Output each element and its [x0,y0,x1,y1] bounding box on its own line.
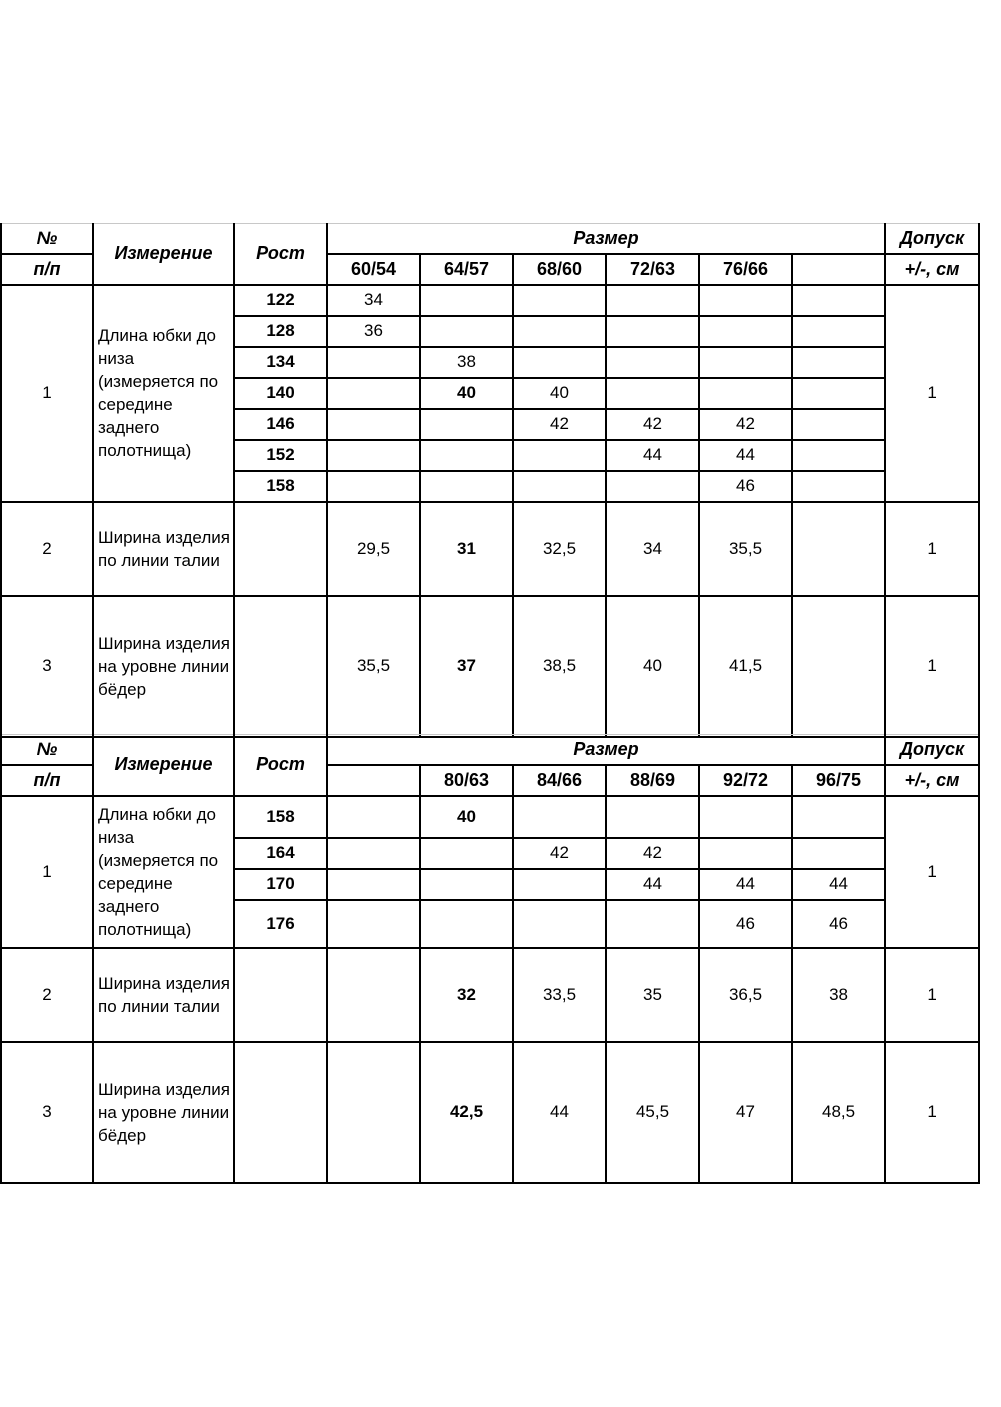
size-table-2 [0,734,980,1184]
tolerance-subheader: +/-, см [885,254,979,285]
value-cell [792,596,885,737]
value-cell: 34 [327,285,420,316]
value-cell: 44 [606,440,699,471]
height-value: 122 [234,285,327,316]
height-value [234,948,327,1042]
row-number: 3 [1,1042,93,1183]
height-value: 158 [234,471,327,502]
size-label: 72/63 [606,254,699,285]
tolerance-value: 1 [885,796,979,948]
row-number: 3 [1,596,93,737]
value-cell [420,471,513,502]
value-cell: 35 [606,948,699,1042]
value-cell [513,471,606,502]
value-cell: 42 [513,409,606,440]
tolerance-value: 1 [885,285,979,502]
measurement-name: Ширина изделия по линии талии [93,502,234,596]
value-cell [420,869,513,900]
value-cell: 42 [513,838,606,869]
value-cell [513,900,606,948]
height-header: Рост [234,735,327,796]
value-cell: 42 [699,409,792,440]
row-number: 1 [1,796,93,948]
measurement-name: Длина юбки до низа (измеряется по середине заднего полотнища) [93,796,234,948]
value-cell [513,347,606,378]
height-value: 164 [234,838,327,869]
value-cell: 41,5 [699,596,792,737]
value-cell [606,900,699,948]
size-label [327,765,420,796]
value-cell [699,838,792,869]
value-cell [606,347,699,378]
size-label: 88/69 [606,765,699,796]
value-cell: 44 [513,1042,606,1183]
value-cell [327,838,420,869]
value-cell: 35,5 [327,596,420,737]
value-cell: 40 [420,796,513,838]
size-label: 96/75 [792,765,885,796]
value-cell [699,316,792,347]
value-cell: 40 [513,378,606,409]
size-header: Размер [327,735,885,765]
value-cell [327,796,420,838]
height-value: 134 [234,347,327,378]
measurement-name: Ширина изделия по линии талии [93,948,234,1042]
value-cell [606,316,699,347]
value-cell [699,378,792,409]
value-cell: 42 [606,409,699,440]
value-cell [792,378,885,409]
value-cell [420,838,513,869]
value-cell [327,378,420,409]
value-cell [420,409,513,440]
num-subheader: п/п [1,254,93,285]
tolerance-subheader: +/-, см [885,765,979,796]
measure-header: Измерение [93,735,234,796]
num-header: № [1,735,93,765]
value-cell [327,440,420,471]
value-cell [327,869,420,900]
value-cell: 46 [699,900,792,948]
value-cell [327,347,420,378]
value-cell: 38,5 [513,596,606,737]
value-cell [420,440,513,471]
value-cell [792,440,885,471]
height-value: 170 [234,869,327,900]
value-cell [513,316,606,347]
value-cell [513,440,606,471]
height-value [234,596,327,737]
value-cell [420,900,513,948]
size-label: 84/66 [513,765,606,796]
value-cell [792,471,885,502]
tolerance-header: Допуск [885,224,979,254]
value-cell: 46 [792,900,885,948]
value-cell [699,285,792,316]
value-cell [513,869,606,900]
value-cell [792,285,885,316]
value-cell [792,316,885,347]
size-label: 80/63 [420,765,513,796]
height-value: 140 [234,378,327,409]
size-label [792,254,885,285]
value-cell: 44 [792,869,885,900]
row-number: 2 [1,948,93,1042]
value-cell: 29,5 [327,502,420,596]
value-cell: 40 [606,596,699,737]
value-cell: 38 [420,347,513,378]
size-label: 92/72 [699,765,792,796]
value-cell: 42,5 [420,1042,513,1183]
num-subheader: п/п [1,765,93,796]
value-cell: 35,5 [699,502,792,596]
value-cell [792,502,885,596]
size-label: 76/66 [699,254,792,285]
value-cell [327,948,420,1042]
value-cell [792,796,885,838]
value-cell: 36,5 [699,948,792,1042]
value-cell [420,316,513,347]
value-cell [606,471,699,502]
value-cell [327,900,420,948]
tolerance-value: 1 [885,948,979,1042]
value-cell [606,796,699,838]
value-cell: 32,5 [513,502,606,596]
height-value: 152 [234,440,327,471]
value-cell: 44 [699,440,792,471]
value-cell [513,796,606,838]
measurement-name: Длина юбки до низа (измеряется по середине заднего полотнища) [93,285,234,502]
measure-header: Измерение [93,224,234,285]
size-header: Размер [327,224,885,254]
tolerance-value: 1 [885,1042,979,1183]
value-cell [606,285,699,316]
measurement-name: Ширина изделия на уровне линии бёдер [93,1042,234,1183]
row-number: 1 [1,285,93,502]
height-value: 176 [234,900,327,948]
size-label: 64/57 [420,254,513,285]
value-cell [792,347,885,378]
value-cell [513,285,606,316]
value-cell [606,378,699,409]
value-cell: 46 [699,471,792,502]
value-cell: 44 [699,869,792,900]
height-value: 128 [234,316,327,347]
row-number: 2 [1,502,93,596]
value-cell: 34 [606,502,699,596]
value-cell [699,796,792,838]
value-cell [792,409,885,440]
size-label: 60/54 [327,254,420,285]
value-cell: 40 [420,378,513,409]
value-cell: 44 [606,869,699,900]
value-cell [327,471,420,502]
tolerance-header: Допуск [885,735,979,765]
value-cell: 37 [420,596,513,737]
measurement-name: Ширина изделия на уровне линии бёдер [93,596,234,737]
value-cell: 47 [699,1042,792,1183]
value-cell: 45,5 [606,1042,699,1183]
value-cell [327,409,420,440]
value-cell: 42 [606,838,699,869]
value-cell: 38 [792,948,885,1042]
height-value: 146 [234,409,327,440]
size-label: 68/60 [513,254,606,285]
value-cell: 33,5 [513,948,606,1042]
height-value [234,502,327,596]
value-cell [792,838,885,869]
value-cell: 48,5 [792,1042,885,1183]
num-header: № [1,224,93,254]
value-cell: 36 [327,316,420,347]
tolerance-value: 1 [885,596,979,737]
value-cell: 32 [420,948,513,1042]
value-cell [327,1042,420,1183]
value-cell: 31 [420,502,513,596]
height-value: 158 [234,796,327,838]
value-cell [699,347,792,378]
tolerance-value: 1 [885,502,979,596]
size-table-1 [0,223,980,738]
value-cell [420,285,513,316]
height-header: Рост [234,224,327,285]
height-value [234,1042,327,1183]
